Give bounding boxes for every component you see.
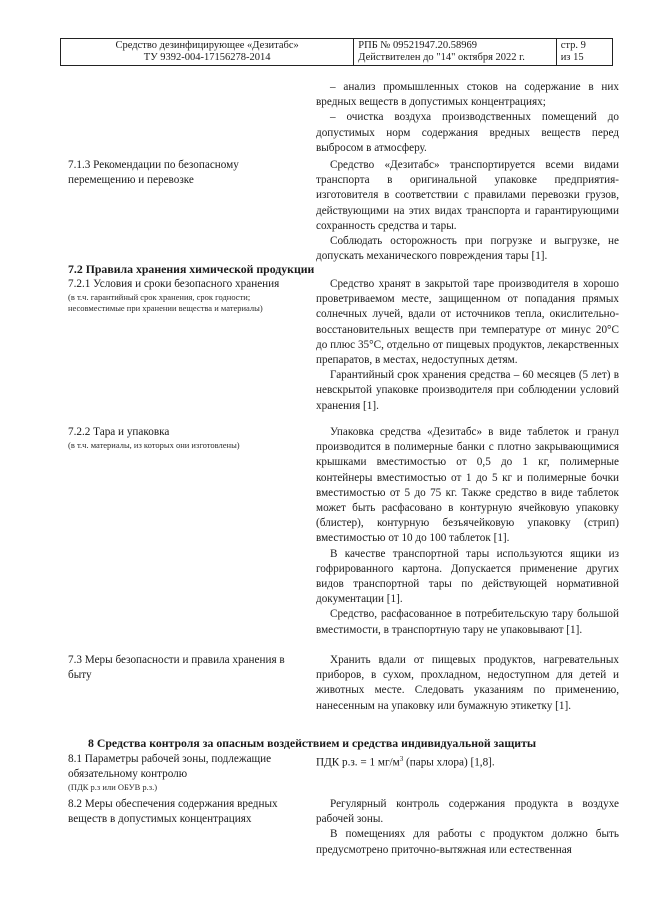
measure-wastewater: – анализ промышленных стоков на содержание в них вредных веществ в допустимых концентрациях; [316,81,619,109]
pdk-value-prefix: ПДК р.з. = 1 мг/м [316,756,400,769]
section-8-2-title: 8.2 Меры обеспечения содержания вредных веществ в допустимых концентрациях [68,798,278,826]
storage-conditions-paragraph: Средство хранят в закрытой таре производителя в хорошо проветриваемом месте, защищенном от попадания прямых солнечных лучей, вдали от источников тепла, окислительно-восстановительных веществ при температуре от минус 20°С до плюс 35°С, отдельно от пищевых продуктов, лекарственных препаратов, в местах, недоступных детям. [316,278,619,367]
pdk-value [316,752,619,771]
section-7-1-3-body [316,158,619,264]
section-7-3-body [316,653,619,714]
transport-container-paragraph: В качестве транспортной тары используются ящики из гофрированного картона. Допускается применение других видов транспортной тары по действующей нормативной документации [1]. [316,547,619,606]
section-7-2-1-body [316,277,619,414]
consumer-packaging-paragraph: Средство, расфасованное в потребительскую тару большой вместимости, в транспортную тару не упаковывают [1]. [316,608,619,636]
header-registration-number: РПБ № 09521947.20.58969 [358,40,478,51]
section-7-2-1-note: (в т.ч. гарантийный срок хранения, срок годности; несовместимые при хранении вещества и материалы) [68,292,263,313]
packaging-paragraph: Упаковка средства «Дезитабс» в виде таблеток и гранул производится в полимерные банки с плотно закрывающимися крышками вместимостью от 0,5 до 1 кг, полимерные контейнеры вместимостью от 1 до 5 кг и полимерные бочки вместимостью от 5 до 75 кг. Также средство в виде таблеток может быть расфасовано в контурную ячейковую упаковку (блистер), контурную безъячейковую упаковку (стрип) вместимостью от 10 до 100 таблеток [1]. [316,426,619,545]
section-8-heading: 8 Средства контроля за опасным воздействием и средства индивидуальной защиты [88,736,537,750]
pdk-value-sup: 3 [399,755,404,763]
header-page-total: из 15 [560,52,584,63]
section-7-2-2-left [68,425,296,451]
transport-paragraph: Средство «Дезитабс» транспортируется всеми видами транспорта в оригинальной упаковке предприятия-изготовителя в соответствии с правилами перевозки грузов, действующими на этих видах транспорта и гарантирующими сохранность средства и тары. [316,159,619,232]
header-validity: Действителен до "14" октября 2022 г. [358,52,525,63]
household-storage-paragraph: Хранить вдали от пищевых продуктов, нагревательных приборов, в сухом, прохладном, недоступном для детей и животных месте. Следовать указаниям по применению, нанесенным на упаковку или бумажную этикетку [1]. [316,654,619,712]
section-8-1-note: (ПДК р.з или ОБУВ р.з.) [68,782,158,793]
header-product-spec: ТУ 9392-004-17156278-2014 [143,52,271,63]
section-7-2-heading: 7.2 Правила хранения химической продукции [68,262,315,276]
section-7-2-2-note: (в т.ч. материалы, из которых они изготовлены) [68,440,240,451]
ventilation-paragraph: В помещениях для работы с продуктом должно быть предусмотрено приточно-вытяжная или естественная [316,828,619,856]
section-7-1-3-title: 7.1.3 Рекомендации по безопасному перемещению и перевозке [68,159,239,187]
pdk-value-suffix: (пары хлора) [1,8]. [403,756,495,769]
section-7-2-1-title: 7.2.1 Условия и сроки безопасного хранения [68,278,280,290]
section-7-2-2-body [316,425,619,638]
section-8-1-title: 8.1 Параметры рабочей зоны, подлежащие обязательному контролю [68,753,272,781]
header-registration-cell [354,39,556,66]
section-8-1-body [316,752,619,771]
page-header-table [60,38,613,66]
measure-air-cleaning: – очистка воздуха производственных помещений до допустимых норм содержания вредных веществ перед выбросом в атмосферу. [316,111,619,154]
section-7-2-2-title: 7.2.2 Тара и упаковка [68,426,170,438]
shelf-life-paragraph: Гарантийный срок хранения средства – 60 месяцев (5 лет) в невскрытой упаковке производителя при соблюдении условий хранения [1]. [316,369,619,412]
section-8-2-body [316,797,619,858]
header-product-cell [61,39,354,66]
section-7-3-title: 7.3 Меры безопасности и правила хранения в быту [68,654,285,682]
handling-paragraph: Соблюдать осторожность при погрузке и выгрузке, не допускать механического повреждения тары [1]. [316,235,619,263]
section-8-1-left [68,752,296,793]
section-7-2-1-left [68,277,296,313]
top-continuation [316,80,619,156]
header-page-number: стр. 9 [560,40,586,51]
air-control-paragraph: Регулярный контроль содержания продукта в воздухе рабочей зоны. [316,798,619,826]
header-product-name: Средство дезинфицирующее «Дезитабс» [115,40,299,51]
header-page-cell [556,39,612,66]
